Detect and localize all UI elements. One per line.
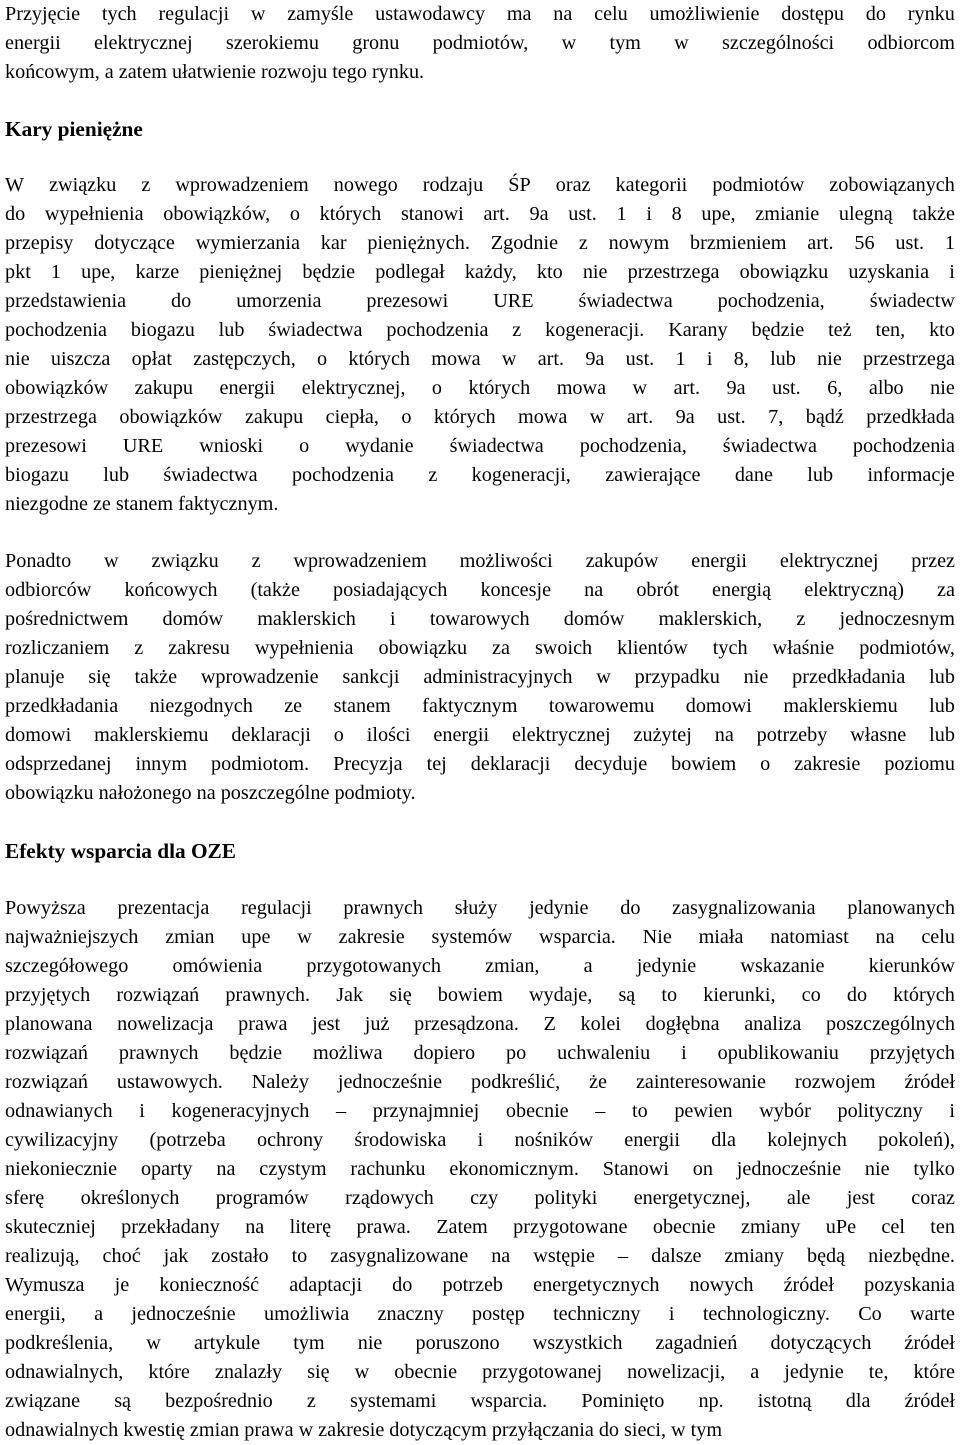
text-line: planuje się także wprowadzenie sankcji administracyjnych w przypadku nie przedkładania lub bbox=[5, 666, 955, 688]
text-line: szczegółowego omówienia przygotowanych zmian, a jedynie wskazanie kierunków bbox=[5, 955, 955, 977]
text-line: przestrzega obowiązków zakupu ciepła, o których mowa w art. 9a ust. 7, bądź przedkłada bbox=[5, 406, 955, 428]
text-line: energii elektrycznej szerokiemu gronu podmiotów, w tym w szczególności odbiorcom bbox=[5, 32, 955, 54]
text-line: przepisy dotyczące wymierzania kar pieniężnych. Zgodnie z nowym brzmieniem art. 56 ust. 1 bbox=[5, 232, 955, 254]
paragraph-kary bbox=[5, 171, 955, 519]
text-line: Przyjęcie tych regulacji w zamyśle ustawodawcy ma na celu umożliwienie dostępu do rynku bbox=[5, 3, 955, 25]
heading-efekty-wsparcia: Efekty wsparcia dla OZE bbox=[5, 839, 236, 863]
text-line: przedstawienia do umorzenia prezesowi URE świadectwa pochodzenia, świadectw bbox=[5, 290, 955, 312]
text-line: W związku z wprowadzeniem nowego rodzaju ŚP oraz kategorii podmiotów zobowiązanych bbox=[5, 174, 955, 196]
text-line: odnawialnych, które znalazły się w obecnie przygotowanej nowelizacji, a jedynie te, które bbox=[5, 1361, 955, 1383]
text-line: rozwiązań ustawowych. Należy jednocześnie podkreślić, że zainteresowanie rozwojem źródeł bbox=[5, 1071, 955, 1093]
text-line: Ponadto w związku z wprowadzeniem możliwości zakupów energii elektrycznej przez bbox=[5, 550, 955, 572]
text-line: obowiązków zakupu energii elektrycznej, o których mowa w art. 9a ust. 6, albo nie bbox=[5, 377, 955, 399]
text-line: niezgodne ze stanem faktycznym. bbox=[5, 493, 279, 515]
text-line: sferę określonych programów rządowych czy polityki energetycznej, ale jest coraz bbox=[5, 1187, 955, 1209]
text-line: odbiorców końcowych (także posiadających koncesje na obrót energią elektryczną) za bbox=[5, 579, 955, 601]
text-line: najważniejszych zmian upe w zakresie systemów wsparcia. Nie miała natomiast na celu bbox=[5, 926, 955, 948]
paragraph-ponadto bbox=[5, 547, 955, 808]
text-line: końcowym, a zatem ułatwienie rozwoju tego rynku. bbox=[5, 61, 425, 83]
text-line: pkt 1 upe, karze pieniężnej będzie podlegał każdy, kto nie przestrzega obowiązku uzyskania i bbox=[5, 261, 955, 283]
text-line: biogazu lub świadectwa pochodzenia z kogeneracji, zawierające dane lub informacje bbox=[5, 464, 955, 486]
paragraph-efekty bbox=[5, 894, 955, 1445]
text-line: energii, a jednocześnie umożliwia znaczny postęp techniczny i technologiczny. Co warte bbox=[5, 1303, 955, 1325]
text-line: rozliczaniem z zakresu wypełnienia obowiązku za swoich klientów tych właśnie podmiotów, bbox=[5, 637, 955, 659]
text-line: rozwiązań prawnych będzie możliwa dopiero po uchwaleniu i opublikowaniu przyjętych bbox=[5, 1042, 955, 1064]
text-line: prezesowi URE wnioski o wydanie świadectwa pochodzenia, świadectwa pochodzenia bbox=[5, 435, 955, 457]
paragraph-intro bbox=[5, 0, 955, 87]
text-line: odnawianych i kogeneracyjnych – przynajmniej obecnie – to pewien wybór polityczny i bbox=[5, 1100, 955, 1122]
text-line: związane są bezpośrednio z systemami wsparcia. Pominięto np. istotną dla źródeł bbox=[5, 1390, 955, 1412]
text-line: obowiązku nałożonego na poszczególne podmioty. bbox=[5, 782, 416, 804]
text-line: Powyższa prezentacja regulacji prawnych służy jedynie do zasygnalizowania planowanych bbox=[5, 897, 955, 919]
text-line: przedkładania niezgodnych ze stanem faktycznym towarowemu domowi maklerskiemu lub bbox=[5, 695, 955, 717]
heading-kary-pieniezne: Kary pieniężne bbox=[5, 117, 143, 141]
text-line: planowana nowelizacja prawa jest już przesądzona. Z kolei dogłębna analiza poszczególnych bbox=[5, 1013, 955, 1035]
text-line: domowi maklerskiemu deklaracji o ilości energii elektrycznej zużytej na potrzeby własne lub bbox=[5, 724, 955, 746]
text-line: podkreślenia, w artykule tym nie poruszono wszystkich zagadnień dotyczących źródeł bbox=[5, 1332, 955, 1354]
text-line: niekoniecznie oparty na czystym rachunku ekonomicznym. Stanowi on jednocześnie nie tylko bbox=[5, 1158, 955, 1180]
text-line: odnawialnych kwestię zmian prawa w zakresie dotyczącym przyłączania do sieci, w tym bbox=[5, 1419, 723, 1441]
text-line: skuteczniej przekładany na literę prawa. Zatem przygotowane obecnie zmiany uPe cel ten bbox=[5, 1216, 955, 1238]
text-line: do wypełnienia obowiązków, o których stanowi art. 9a ust. 1 i 8 upe, zmianie ulegną także bbox=[5, 203, 955, 225]
text-line: pochodzenia biogazu lub świadectwa pochodzenia z kogeneracji. Karany będzie też ten, kto bbox=[5, 319, 955, 341]
text-line: Wymusza je konieczność adaptacji do potrzeb energetycznych nowych źródeł pozyskania bbox=[5, 1274, 955, 1296]
text-line: nie uiszcza opłat zastępczych, o których mowa w art. 9a ust. 1 i 8, lub nie przestrzega bbox=[5, 348, 955, 370]
text-line: realizują, choć jak zostało to zasygnalizowane na wstępie – dalsze zmiany będą niezbędne. bbox=[5, 1245, 955, 1267]
text-line: przyjętych rozwiązań prawnych. Jak się bowiem wydaje, są to kierunki, co do których bbox=[5, 984, 955, 1006]
text-line: pośrednictwem domów maklerskich i towarowych domów maklerskich, z jednoczesnym bbox=[5, 608, 955, 630]
text-line: cywilizacyjny (potrzeba ochrony środowiska i nośników energii dla kolejnych pokoleń), bbox=[5, 1129, 955, 1151]
text-line: odsprzedanej innym podmiotom. Precyzja tej deklaracji decyduje bowiem o zakresie poziomu bbox=[5, 753, 955, 775]
